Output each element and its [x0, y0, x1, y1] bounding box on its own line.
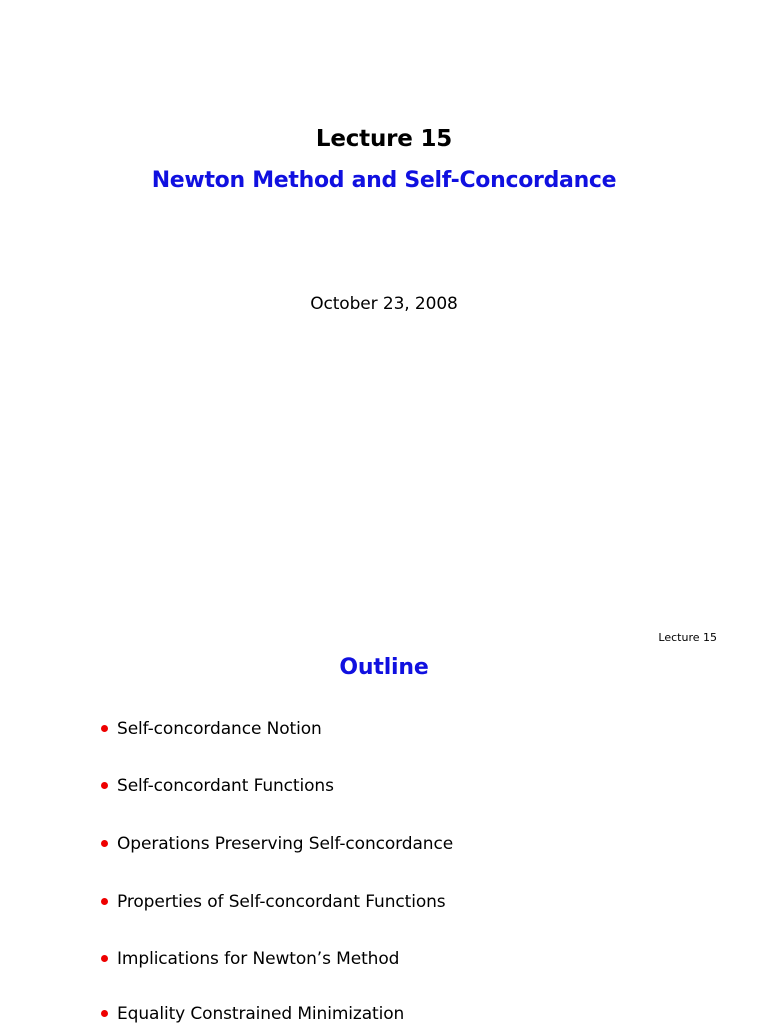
lecture-title: Newton Method and Self-Concordance — [151, 168, 617, 193]
list-item — [101, 832, 453, 856]
list-item — [101, 1002, 404, 1026]
bullet-icon — [101, 725, 108, 732]
bullet-icon — [101, 898, 108, 905]
list-item — [101, 717, 322, 741]
list-item — [101, 774, 334, 798]
list-item-text: Properties of Self-concordant Functions — [117, 892, 446, 912]
list-item-text: Self-concordance Notion — [117, 719, 322, 739]
lecture-date: October 23, 2008 — [310, 294, 458, 314]
lecture-heading: Lecture 15 — [315, 126, 453, 152]
list-item — [101, 890, 446, 914]
list-item-text: Implications for Newton’s Method — [117, 949, 400, 969]
bullet-icon — [101, 1010, 108, 1017]
bullet-icon — [101, 840, 108, 847]
list-item-text: Equality Constrained Minimization — [117, 1004, 405, 1024]
list-item-text: Self-concordant Functions — [117, 776, 334, 796]
outline-title: Outline — [339, 655, 429, 680]
slide-header-label: Lecture 15 — [658, 631, 717, 644]
list-item-text: Operations Preserving Self-concordance — [117, 834, 454, 854]
bullet-icon — [101, 782, 108, 789]
bullet-icon — [101, 955, 108, 962]
list-item — [101, 947, 399, 971]
